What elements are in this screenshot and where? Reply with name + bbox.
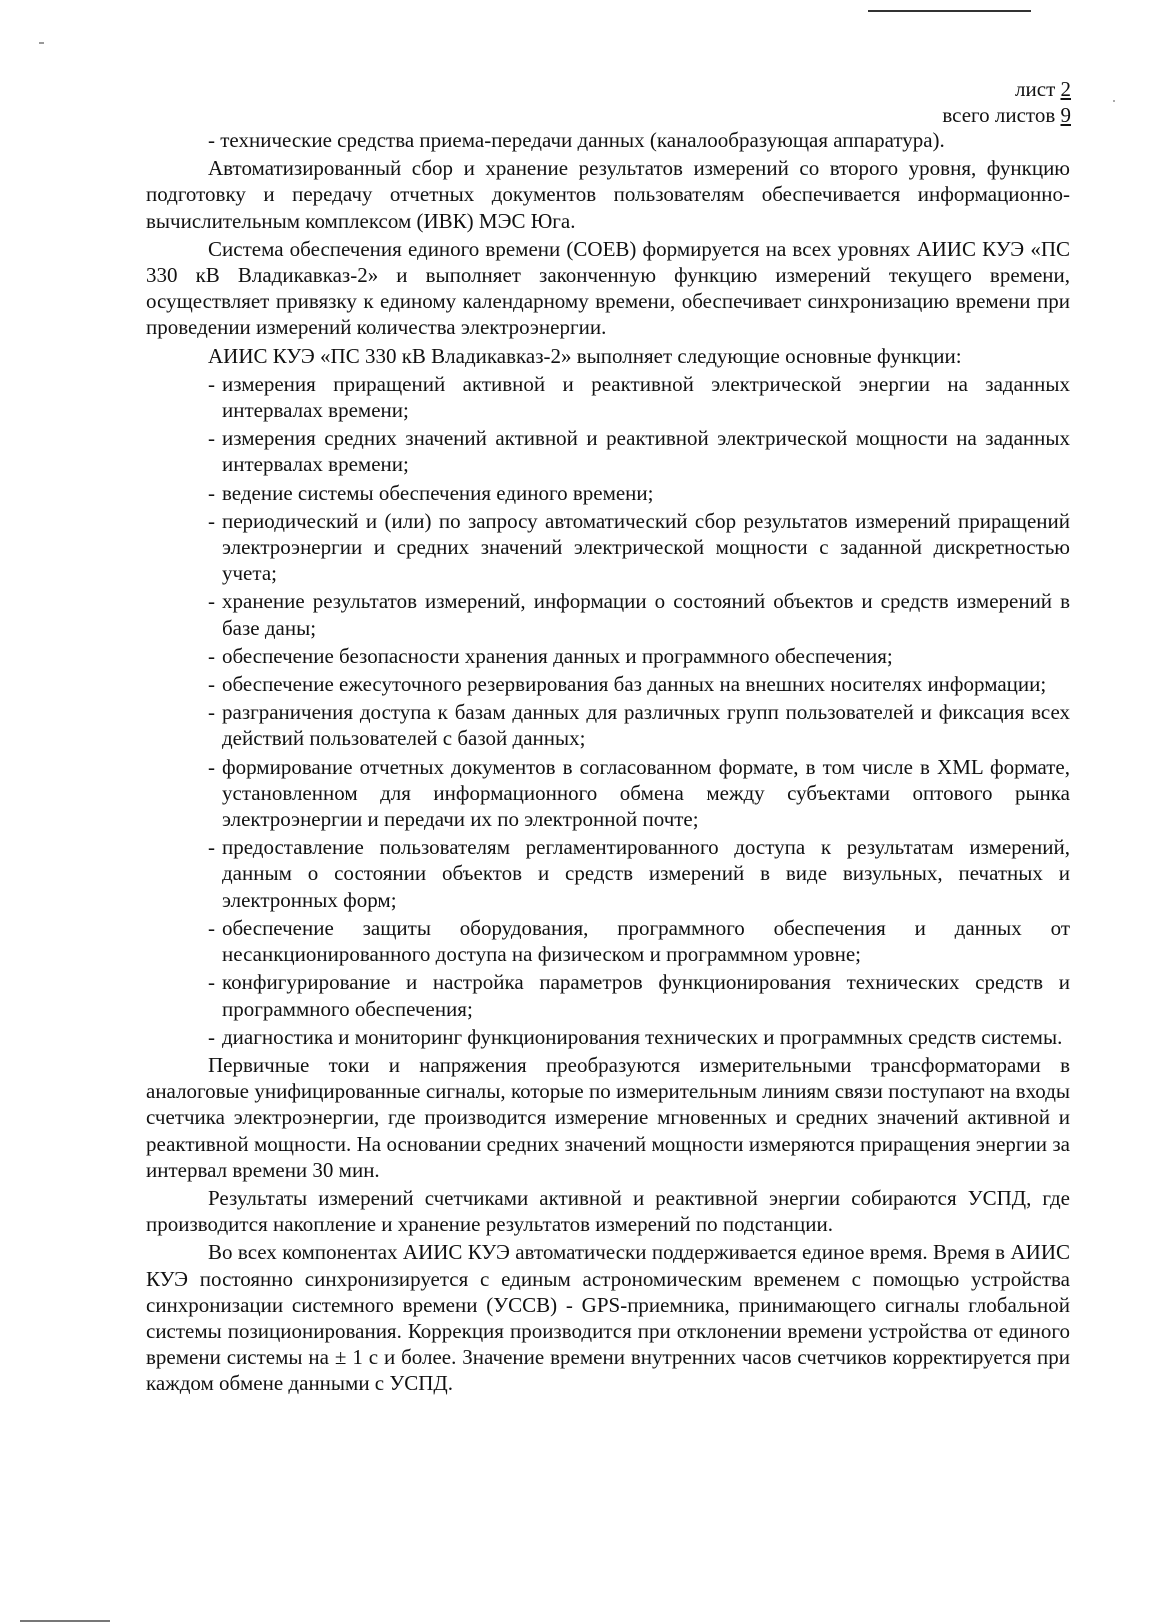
list-item-text: хранение результатов измерений, информации о состояний объектов и средств измерений в базе даны; (222, 589, 1070, 640)
total-sheets-number: 9 (1060, 103, 1071, 127)
list-item (146, 915, 1070, 967)
list-item (146, 834, 1070, 913)
list-item (146, 371, 1070, 423)
list-item-text: периодический и (или) по запросу автоматический сбор результатов измерений приращений электроэнергии и средних значений электрической мощности с заданной дискретностью учета; (222, 508, 1070, 586)
dash-bullet: - (208, 672, 215, 697)
list-item-text: обеспечение безопасности хранения данных и программного обеспечения; (222, 643, 893, 668)
scan-artifact-dot (1113, 100, 1115, 102)
paragraph-primary-currents: Первичные токи и напряжения преобразуются измерительными трансформаторами в аналоговые унифицированные сигналы, которые по измерительным линиям связи поступают на входы счетчика электроэнергии, где производится измерение мгновенных и средних значений активной и реактивной мощности. На основании средних значений мощности измеряются приращения энергии за интервал времени 30 мин. (146, 1052, 1070, 1182)
list-item-text: предоставление пользователям регламентированного доступа к результатам измерений, данным о состоянии объектов и средств измерений в виде визульных, печатных и электронных форм; (222, 835, 1070, 912)
dash-bullet: - (208, 835, 215, 860)
paragraph-soev: Система обеспечения единого времени (СОЕВ) формируется на всех уровнях АИИС КУЭ «ПС 330 кВ Владикавказ-2» и выполняет законченную функцию измерений текущего времени, осуществляет привязку к единому календарному времени, обеспечивает синхронизацию времени при проведении измерений количества электроэнергии. (146, 236, 1070, 340)
list-item-text: обеспечение ежесуточного резервирования баз данных на внешних носителях информации; (222, 672, 1047, 697)
list-item (146, 754, 1070, 833)
list-item (146, 699, 1070, 751)
list-item (146, 588, 1070, 640)
paragraph-ivk: Автоматизированный сбор и хранение результатов измерений со второго уровня, функцию подготовку и передачу отчетных документов пользователям обеспечивается информационно-вычислительным комплексом (ИВК) МЭС Юга. (146, 156, 1070, 233)
sheet-label: лист (1015, 77, 1056, 101)
list-item (146, 671, 1070, 697)
total-sheets-label: всего листов (942, 103, 1056, 127)
list-item-text: диагностика и мониторинг функционирования технических и программных средств системы. (222, 1024, 1063, 1049)
dash-bullet: - (208, 970, 215, 995)
dash-bullet: - (208, 1024, 215, 1049)
scan-artifact-line (868, 10, 1031, 12)
dash-bullet: - (208, 508, 215, 533)
sheet-number: 2 (1060, 77, 1071, 101)
list-item (146, 508, 1070, 587)
list-item-text: разграничения доступа к базам данных для различных групп пользователей и фиксация всех действий пользователей с базой данных; (222, 700, 1070, 751)
scan-artifact-dot (39, 42, 44, 44)
dash-bullet: - (208, 700, 215, 725)
document-body (146, 127, 1070, 1399)
list-item-text: измерения средних значений активной и реактивной электрической мощности на заданных интервалах времени; (222, 426, 1070, 477)
list-item (146, 643, 1070, 669)
dash-bullet: - (208, 643, 215, 668)
dash-bullet: - (208, 480, 215, 505)
sheet-info (942, 76, 1071, 128)
dash-bullet: - (208, 371, 215, 396)
total-sheets-line (942, 102, 1071, 128)
list-item-text: измерения приращений активной и реактивной электрической энергии на заданных интервалах времени; (222, 371, 1070, 423)
dash-bullet: - (208, 426, 215, 451)
list-item (146, 425, 1070, 477)
dash-bullet: - (208, 915, 215, 940)
functions-list (146, 371, 1070, 1050)
intro-line: - технические средства приема-передачи данных (каналообразующая аппаратура). (208, 128, 945, 152)
dash-bullet: - (208, 589, 215, 614)
list-item-text: обеспечение защиты оборудования, программного обеспечения и данных от несанкционированного доступа на физическом и программном уровне; (222, 915, 1070, 967)
paragraph-functions-intro: АИИС КУЭ «ПС 330 кВ Владикавказ-2» выполняет следующие основные функции: (208, 343, 962, 368)
list-item-text: конфигурирование и настройка параметров функционирования технических средств и программного обеспечения; (222, 970, 1070, 1021)
sheet-number-line (942, 76, 1071, 102)
list-item (146, 1024, 1070, 1050)
paragraph-uspd-collection: Результаты измерений счетчиками активной и реактивной энергии собираются УСПД, где производится накопление и хранение результатов измерений по подстанции. (146, 1185, 1070, 1237)
list-item-text: формирование отчетных документов в согласованном формате, в том числе в XML формате, установленном для информационного обмена между субъектами оптового рынка электроэнергии и передачи их по электронной почте; (222, 754, 1070, 832)
list-item (146, 969, 1070, 1021)
dash-bullet: - (208, 754, 215, 779)
list-item (146, 480, 1070, 506)
list-item-text: ведение системы обеспечения единого времени; (222, 480, 654, 505)
paragraph-time-sync: Во всех компонентах АИИС КУЭ автоматически поддерживается единое время. Время в АИИС КУЭ постоянно синхронизируется с единым астрономическим временем с помощью устройства синхронизации системного времени (УССВ) - GPS-приемника, принимающего сигналы глобальной системы позиционирования. Коррекция производится при отклонении времени устройства от единого времени системы на ± 1 с и более. Значение времени внутренних часов счетчиков корректируется при каждом обмене данными с УСПД. (146, 1240, 1070, 1396)
